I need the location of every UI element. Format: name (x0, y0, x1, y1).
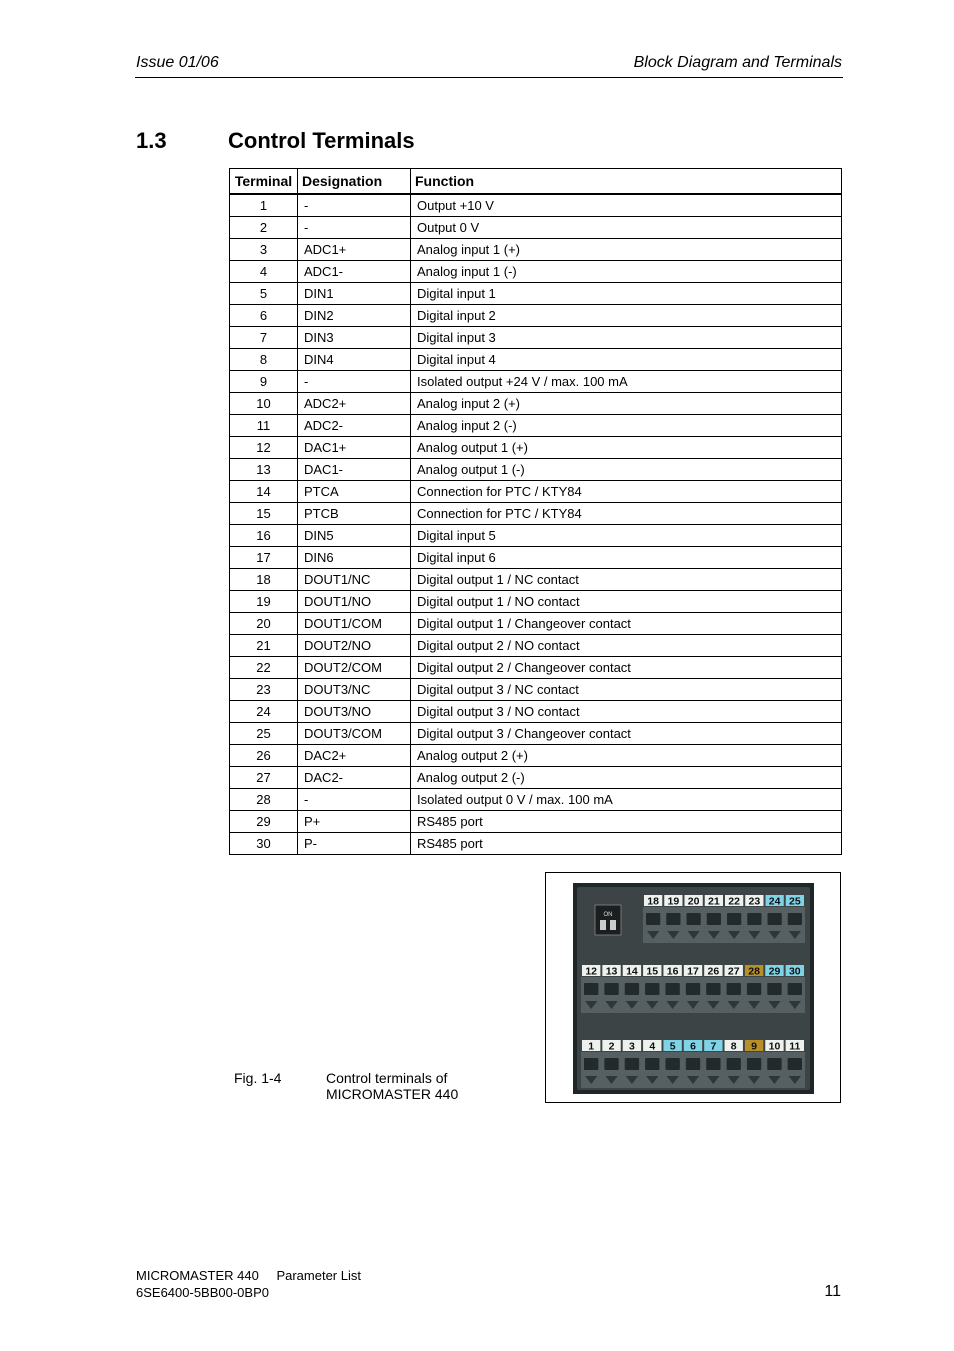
terminal-number: 26 (707, 965, 720, 978)
designation-cell: DOUT1/NC (298, 569, 411, 591)
terminal-cell: 13 (230, 459, 298, 481)
function-cell: Digital input 5 (411, 525, 842, 547)
designation-cell: DOUT3/NC (298, 679, 411, 701)
terminal-clamp (727, 983, 741, 995)
terminal-number: 19 (667, 895, 680, 908)
control-terminals-photo (573, 883, 814, 1094)
footer-order-number: 6SE6400-5BB00-0BP0 (136, 1285, 269, 1300)
terminal-cell: 23 (230, 679, 298, 701)
terminal-number: 16 (666, 965, 679, 978)
terminal-number: 3 (628, 1040, 635, 1053)
terminal-clamp (706, 983, 720, 995)
terminal-clamp (727, 1058, 741, 1070)
table-row (230, 459, 842, 481)
terminal-cell: 28 (230, 789, 298, 811)
terminal-number: 17 (687, 965, 699, 978)
designation-cell: ADC2- (298, 415, 411, 437)
terminal-clamp (665, 1058, 679, 1070)
designation-cell: - (298, 194, 411, 217)
table-row (230, 503, 842, 525)
table-row (230, 767, 842, 789)
terminal-cell: 24 (230, 701, 298, 723)
function-cell: RS485 port (411, 811, 842, 833)
terminal-clamp (687, 913, 701, 925)
table-row (230, 437, 842, 459)
terminal-number: 25 (789, 895, 801, 908)
dip-switch-lever (610, 920, 616, 930)
terminal-number: 18 (647, 895, 659, 908)
table-row (230, 569, 842, 591)
terminal-cell: 2 (230, 217, 298, 239)
terminal-clamp (686, 983, 700, 995)
function-cell: Connection for PTC / KTY84 (411, 503, 842, 525)
header-divider (135, 77, 843, 78)
designation-cell: P+ (298, 811, 411, 833)
designation-cell: DIN6 (298, 547, 411, 569)
terminal-number: 5 (669, 1040, 676, 1053)
designation-cell: - (298, 789, 411, 811)
function-cell: Digital output 1 / NO contact (411, 591, 842, 613)
terminal-cell: 5 (230, 283, 298, 305)
terminal-cell: 4 (230, 261, 298, 283)
terminal-cell: 12 (230, 437, 298, 459)
function-cell: Digital output 3 / NC contact (411, 679, 842, 701)
control-terminals-table (229, 168, 842, 855)
designation-cell: DOUT2/COM (298, 657, 411, 679)
terminal-clamp (767, 983, 781, 995)
terminal-cell: 15 (230, 503, 298, 525)
terminal-number: 13 (605, 965, 618, 978)
designation-cell: ADC1+ (298, 239, 411, 261)
terminal-number: 9 (751, 1040, 758, 1053)
function-cell: Analog input 2 (+) (411, 393, 842, 415)
terminal-cell: 25 (230, 723, 298, 745)
terminal-number: 4 (649, 1040, 656, 1053)
terminal-cell: 3 (230, 239, 298, 261)
designation-cell: DAC2+ (298, 745, 411, 767)
terminal-number: 24 (768, 895, 781, 908)
function-cell: Digital input 6 (411, 547, 842, 569)
terminal-number: 21 (708, 895, 720, 908)
section-number: 1.3 (136, 128, 167, 153)
column-header-function: Function (411, 169, 842, 195)
terminal-number: 15 (646, 965, 659, 978)
terminal-clamp (727, 913, 741, 925)
function-cell: Output +10 V (411, 194, 842, 217)
terminal-number: 27 (727, 965, 740, 978)
designation-cell: - (298, 371, 411, 393)
function-cell: Analog output 1 (-) (411, 459, 842, 481)
terminal-clamp (747, 983, 761, 995)
designation-cell: PTCB (298, 503, 411, 525)
table-row (230, 679, 842, 701)
footer-line-1 (136, 1268, 361, 1283)
terminal-cell: 20 (230, 613, 298, 635)
function-cell: Digital output 3 / Changeover contact (411, 723, 842, 745)
terminal-clamp (604, 1058, 618, 1070)
designation-cell: ADC1- (298, 261, 411, 283)
terminal-cell: 1 (230, 194, 298, 217)
designation-cell: DAC2- (298, 767, 411, 789)
function-cell: Digital input 2 (411, 305, 842, 327)
dip-switch-lever (600, 920, 606, 930)
terminal-number: 10 (768, 1040, 781, 1053)
function-cell: Digital input 3 (411, 327, 842, 349)
terminal-clamp (625, 983, 639, 995)
table-row (230, 371, 842, 393)
table-row (230, 415, 842, 437)
terminal-cell: 29 (230, 811, 298, 833)
terminal-number: 8 (730, 1040, 737, 1053)
table-row (230, 305, 842, 327)
table-row (230, 547, 842, 569)
terminal-number: 28 (748, 965, 760, 978)
dip-switch (595, 905, 621, 935)
section-title: Control Terminals (228, 128, 415, 153)
terminal-clamp (747, 913, 761, 925)
terminal-number: 20 (687, 895, 700, 908)
terminal-clamp (707, 913, 721, 925)
function-cell: Digital input 4 (411, 349, 842, 371)
terminal-cell: 16 (230, 525, 298, 547)
table-row (230, 833, 842, 855)
function-cell: Digital output 3 / NO contact (411, 701, 842, 723)
table-row (230, 194, 842, 217)
function-cell: Isolated output +24 V / max. 100 mA (411, 371, 842, 393)
terminal-cell: 14 (230, 481, 298, 503)
table-row (230, 701, 842, 723)
designation-cell: DIN3 (298, 327, 411, 349)
terminal-cell: 18 (230, 569, 298, 591)
terminal-number: 2 (608, 1040, 615, 1053)
terminal-clamp (604, 983, 618, 995)
table-header-row (230, 169, 842, 195)
header-chapter: Block Diagram and Terminals (633, 54, 842, 71)
terminal-photo-frame (545, 872, 841, 1103)
function-cell: Digital output 2 / Changeover contact (411, 657, 842, 679)
terminal-cell: 26 (230, 745, 298, 767)
column-header-designation: Designation (298, 169, 411, 195)
function-cell: RS485 port (411, 833, 842, 855)
designation-cell: DIN2 (298, 305, 411, 327)
table-row (230, 217, 842, 239)
function-cell: Analog output 2 (+) (411, 745, 842, 767)
terminal-cell: 6 (230, 305, 298, 327)
designation-cell: P- (298, 833, 411, 855)
footer-product: MICROMASTER 440 (136, 1268, 259, 1283)
terminal-number: 7 (710, 1040, 717, 1053)
function-cell: Analog output 1 (+) (411, 437, 842, 459)
terminal-cell: 27 (230, 767, 298, 789)
designation-cell: - (298, 217, 411, 239)
table-row (230, 393, 842, 415)
terminal-clamp (646, 913, 660, 925)
terminal-clamp (706, 1058, 720, 1070)
terminal-number: 29 (768, 965, 781, 978)
designation-cell: DOUT3/NO (298, 701, 411, 723)
table-row (230, 789, 842, 811)
function-cell: Connection for PTC / KTY84 (411, 481, 842, 503)
table-row (230, 349, 842, 371)
terminal-cell: 30 (230, 833, 298, 855)
designation-cell: DIN4 (298, 349, 411, 371)
terminal-cell: 19 (230, 591, 298, 613)
designation-cell: DAC1- (298, 459, 411, 481)
terminal-number: 11 (789, 1040, 801, 1053)
function-cell: Analog output 2 (-) (411, 767, 842, 789)
dip-switch-label: ON (603, 912, 613, 918)
table-row (230, 613, 842, 635)
terminal-cell: 7 (230, 327, 298, 349)
terminal-clamp (645, 983, 659, 995)
terminal-clamp (788, 983, 802, 995)
terminal-clamp (788, 1058, 802, 1070)
function-cell: Digital output 1 / NC contact (411, 569, 842, 591)
designation-cell: DOUT3/COM (298, 723, 411, 745)
terminal-clamp (625, 1058, 639, 1070)
designation-cell: DOUT1/NO (298, 591, 411, 613)
terminal-number: 1 (588, 1040, 595, 1053)
table-row (230, 525, 842, 547)
table-row (230, 591, 842, 613)
table-row (230, 327, 842, 349)
footer-doc-type: Parameter List (276, 1268, 361, 1283)
terminal-cell: 8 (230, 349, 298, 371)
figure-caption: Control terminals of MICROMASTER 440 (326, 1070, 459, 1102)
terminal-number: 23 (748, 895, 761, 908)
terminal-cell: 11 (230, 415, 298, 437)
table-row (230, 635, 842, 657)
table-row (230, 261, 842, 283)
function-cell: Analog input 1 (-) (411, 261, 842, 283)
function-cell: Digital output 2 / NO contact (411, 635, 842, 657)
designation-cell: DOUT1/COM (298, 613, 411, 635)
table-row (230, 745, 842, 767)
terminal-clamp (584, 1058, 598, 1070)
terminal-clamp (768, 913, 782, 925)
function-cell: Digital input 1 (411, 283, 842, 305)
terminal-clamp (747, 1058, 761, 1070)
terminal-number: 30 (788, 965, 801, 978)
terminal-number: 12 (585, 965, 598, 978)
function-cell: Analog input 2 (-) (411, 415, 842, 437)
table-row (230, 811, 842, 833)
table-row (230, 283, 842, 305)
function-cell: Analog input 1 (+) (411, 239, 842, 261)
page-number: 11 (824, 1283, 841, 1300)
designation-cell: PTCA (298, 481, 411, 503)
designation-cell: DOUT2/NO (298, 635, 411, 657)
terminal-cell: 21 (230, 635, 298, 657)
terminal-clamp (686, 1058, 700, 1070)
terminal-number: 22 (728, 895, 740, 908)
terminal-cell: 22 (230, 657, 298, 679)
terminal-clamp (666, 913, 680, 925)
table-row (230, 723, 842, 745)
header-issue: Issue 01/06 (136, 54, 219, 71)
designation-cell: ADC2+ (298, 393, 411, 415)
designation-cell: DAC1+ (298, 437, 411, 459)
terminal-cell: 17 (230, 547, 298, 569)
table-row (230, 657, 842, 679)
table-row (230, 481, 842, 503)
terminal-clamp (645, 1058, 659, 1070)
terminal-clamp (665, 983, 679, 995)
terminal-number: 14 (626, 965, 638, 978)
terminal-cell: 10 (230, 393, 298, 415)
terminal-clamp (767, 1058, 781, 1070)
column-header-terminal: Terminal (230, 169, 298, 195)
terminal-number: 6 (690, 1040, 696, 1053)
terminal-clamp (788, 913, 802, 925)
table-row (230, 239, 842, 261)
function-cell: Digital output 1 / Changeover contact (411, 613, 842, 635)
terminal-clamp (584, 983, 598, 995)
designation-cell: DIN1 (298, 283, 411, 305)
figure-label: Fig. 1-4 (234, 1070, 282, 1086)
terminal-cell: 9 (230, 371, 298, 393)
function-cell: Isolated output 0 V / max. 100 mA (411, 789, 842, 811)
designation-cell: DIN5 (298, 525, 411, 547)
function-cell: Output 0 V (411, 217, 842, 239)
